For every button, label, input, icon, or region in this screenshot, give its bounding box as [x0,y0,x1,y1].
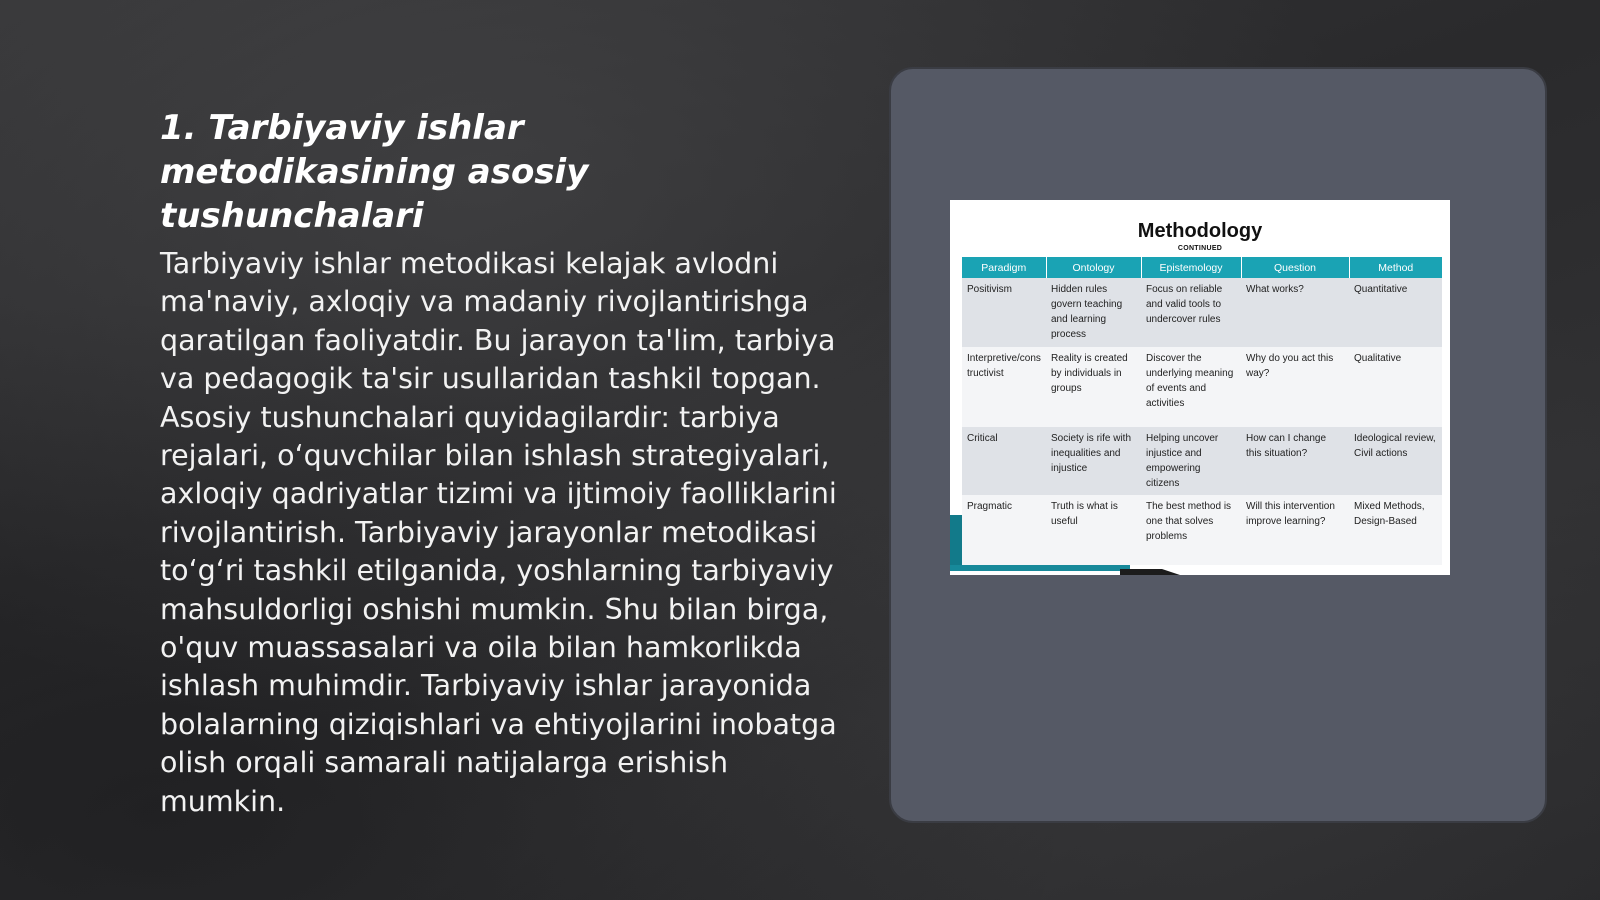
table-cell: Hidden rules govern teaching and learning process [1046,278,1141,347]
table-cell: Why do you act this way? [1241,347,1349,427]
table-row [962,495,1442,565]
table-cell: Positivism [962,278,1046,347]
table-row [962,347,1442,427]
column-header: Ontology [1046,257,1141,278]
table-cell: The best method is one that solves problems [1141,495,1241,565]
table-cell: Quantitative [1349,278,1442,347]
methodology-table [962,257,1442,565]
table-row [962,427,1442,495]
slide-title: 1. Tarbiyaviy ishlar metodikasining asosiy tushunchalari [160,108,589,236]
methodology-subheading: CONTINUED [1177,245,1223,252]
table-cell: Pragmatic [962,495,1046,565]
table-cell: Qualitative [1349,347,1442,427]
table-row [962,278,1442,347]
table-cell: Will this intervention improve learning? [1241,495,1349,565]
column-header: Question [1241,257,1349,278]
table-cell: Helping uncover injustice and empowering citizens [1141,427,1241,495]
table-cell: Critical [962,427,1046,495]
table-cell: Focus on reliable and valid tools to undercover rules [1141,278,1241,347]
table-cell: Interpretive/constructivist [962,347,1046,427]
column-header: Epistemology [1141,257,1241,278]
column-header: Method [1349,257,1442,278]
methodology-heading: Methodology [1137,220,1263,242]
methodology-image [950,200,1450,575]
slide-body-text: Tarbiyaviy ishlar metodikasi kelajak avlodni ma'naviy, axloqiy va madaniy rivojlantirishga qaratilgan faoliyatdir. Bu jarayon ta'lim, tarbiya va pedagogik ta'sir usullaridan tashkil topgan. Asosiy tushunchalari quyidagilardir: tarbiya rejalari, o‘quvchilar bilan ishlash strategiyalari, axloqiy qadriyatlar tizimi va ijtimoiy faolliklarini rivojlantirish. Tarbiyaviy jarayonlar metodikasi to‘g‘ri tashkil etilganida, yoshlarning tarbiyaviy mahsuldorligi oshishi mumkin. Shu bilan birga, o'quv muassasalari va oila bilan hamkorlikda ishlash muhimdir. Tarbiyaviy ishlar jarayonida bolalarning qiziqishlari va ehtiyojlarini inobatga olish orqali samarali natijalarga erishish mumkin. [160,247,837,818]
table-cell: Ideological review, Civil actions [1349,427,1442,495]
column-header: Paradigm [962,257,1046,278]
table-cell: How can I change this situation? [1241,427,1349,495]
table-cell: Reality is created by individuals in groups [1046,347,1141,427]
table-cell: Truth is what is useful [1046,495,1141,565]
table-cell: Mixed Methods, Design-Based [1349,495,1442,565]
table-header-row [962,257,1442,278]
table-cell: What works? [1241,278,1349,347]
table-cell: Discover the underlying meaning of events and activities [1141,347,1241,427]
accent-corner [950,515,962,565]
accent-bar-dark [1120,569,1180,575]
table-cell: Society is rife with inequalities and injustice [1046,427,1141,495]
accent-bar [950,565,1130,571]
